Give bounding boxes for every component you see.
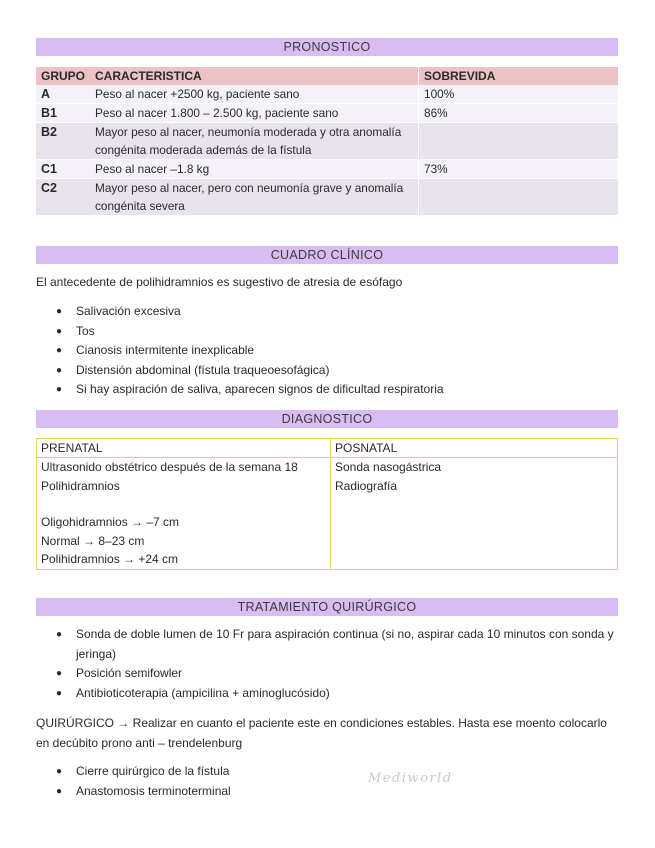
caracteristica-cell: Peso al nacer +2500 kg, paciente sano [90, 85, 419, 104]
table-row [36, 160, 618, 179]
bullet-icon: ● [56, 306, 63, 317]
bullet-icon: ● [56, 384, 63, 395]
table-row [36, 85, 618, 104]
table-row [36, 104, 618, 123]
list-item [56, 341, 618, 361]
sobrevida-cell: 100% [419, 85, 618, 104]
list-item [56, 302, 618, 322]
list-item-text: Sonda de doble lumen de 10 Fr para aspiración continua (si no, aspirar cada 10 minutos con sonda y jeringa) [76, 627, 614, 661]
caracteristica-cell: Peso al nacer –1.8 kg [90, 160, 419, 179]
prenatal-line: Normal → 8–23 cm [41, 533, 145, 548]
table-header-row [36, 67, 618, 85]
prenatal-line: Oligohidramnios → –7 cm [41, 515, 180, 529]
list-item [56, 380, 618, 400]
list-item-text: Antibioticoterapia (ampicilina + aminoglucósido) [76, 685, 330, 700]
table-row [36, 179, 618, 216]
header-sobrevida: SOBREVIDA [419, 67, 618, 85]
cuadro-clinico-title: CUADRO CLÍNICO [36, 246, 618, 264]
header-caracteristica: CARACTERISTICA [90, 67, 419, 85]
bullet-icon: ● [56, 629, 63, 640]
header-prenatal: PRENATAL [37, 439, 331, 458]
list-item [56, 762, 618, 782]
list-item-text: Posición semifowler [76, 666, 183, 680]
prenatal-line: Polihidramnios [41, 478, 120, 493]
posnatal-line: Radiografía [335, 478, 398, 493]
bullet-icon: ● [56, 687, 63, 699]
diagnostico-table [36, 438, 618, 570]
quirurgico-paragraph: QUIRÚRGICO → Realizar en cuanto el paciente este en condiciones estables. Hasta ese moento colocarlo en decúbito prono anti – trendelenburg [36, 716, 607, 750]
bullet-icon: ● [56, 766, 63, 777]
grupo-cell: A [36, 85, 90, 104]
list-item [56, 625, 618, 664]
tratamiento-title: TRATAMIENTO QUIRÚRGICO [36, 598, 618, 616]
prenatal-cell [37, 458, 331, 570]
list-item [56, 664, 618, 684]
sobrevida-cell [419, 123, 618, 160]
cuadro-list [36, 302, 618, 400]
bullet-icon: ● [56, 785, 63, 797]
bullet-icon: ● [56, 345, 63, 356]
posnatal-cell [331, 458, 618, 570]
header-grupo: GRUPO [36, 67, 90, 85]
list-item [56, 782, 618, 802]
table-row [36, 123, 618, 160]
prenatal-line: Polihidramnios → +24 cm [41, 552, 179, 566]
list-item-text: Cierre quirúrgico de la fístula [76, 764, 230, 778]
grupo-cell: C1 [36, 160, 90, 179]
header-posnatal: POSNATAL [331, 439, 618, 458]
list-item-text: Salivación excesiva [76, 304, 181, 318]
sobrevida-cell [419, 179, 618, 216]
bullet-icon: ● [56, 364, 63, 376]
bullet-icon: ● [56, 325, 63, 337]
list-item-text: Tos [76, 323, 95, 338]
list-item-text: Anastomosis terminoterminal [76, 783, 231, 798]
sobrevida-cell: 73% [419, 160, 618, 179]
prenatal-line: Ultrasonido obstétrico después de la semana 18 [41, 460, 298, 474]
diagnostico-title: DIAGNOSTICO [36, 410, 618, 428]
posnatal-line: Sonda nasogástrica [335, 460, 442, 474]
table-header-row [37, 439, 618, 458]
blank-line [41, 495, 326, 513]
grupo-cell: C2 [36, 179, 90, 216]
quirurgico-list [36, 762, 618, 801]
caracteristica-cell: Mayor peso al nacer, pero con neumonía grave y anomalía congénita severa [90, 179, 419, 216]
table-row [37, 458, 618, 570]
list-item-text: Distensión abdominal (fístula traqueoesofágica) [76, 362, 330, 377]
caracteristica-cell: Mayor peso al nacer, neumonía moderada y otra anomalía congénita moderada además de la fístula [90, 123, 419, 160]
pronostico-table [36, 67, 618, 216]
sobrevida-cell: 86% [419, 104, 618, 123]
watermark: Mediworld [368, 771, 453, 786]
tratamiento-list [36, 625, 618, 703]
bullet-icon: ● [56, 668, 63, 679]
list-item [56, 361, 618, 381]
list-item-text: Si hay aspiración de saliva, aparecen signos de dificultad respiratoria [76, 382, 444, 396]
list-item-text: Cianosis intermitente inexplicable [76, 343, 255, 357]
list-item [56, 684, 618, 704]
pronostico-title: PRONOSTICO [36, 38, 618, 56]
list-item [56, 322, 618, 342]
grupo-cell: B2 [36, 123, 90, 160]
cuadro-intro: El antecedente de polihidramnios es sugestivo de atresia de esófago [36, 275, 403, 289]
caracteristica-cell: Peso al nacer 1.800 – 2.500 kg, paciente sano [90, 104, 419, 123]
grupo-cell: B1 [36, 104, 90, 123]
